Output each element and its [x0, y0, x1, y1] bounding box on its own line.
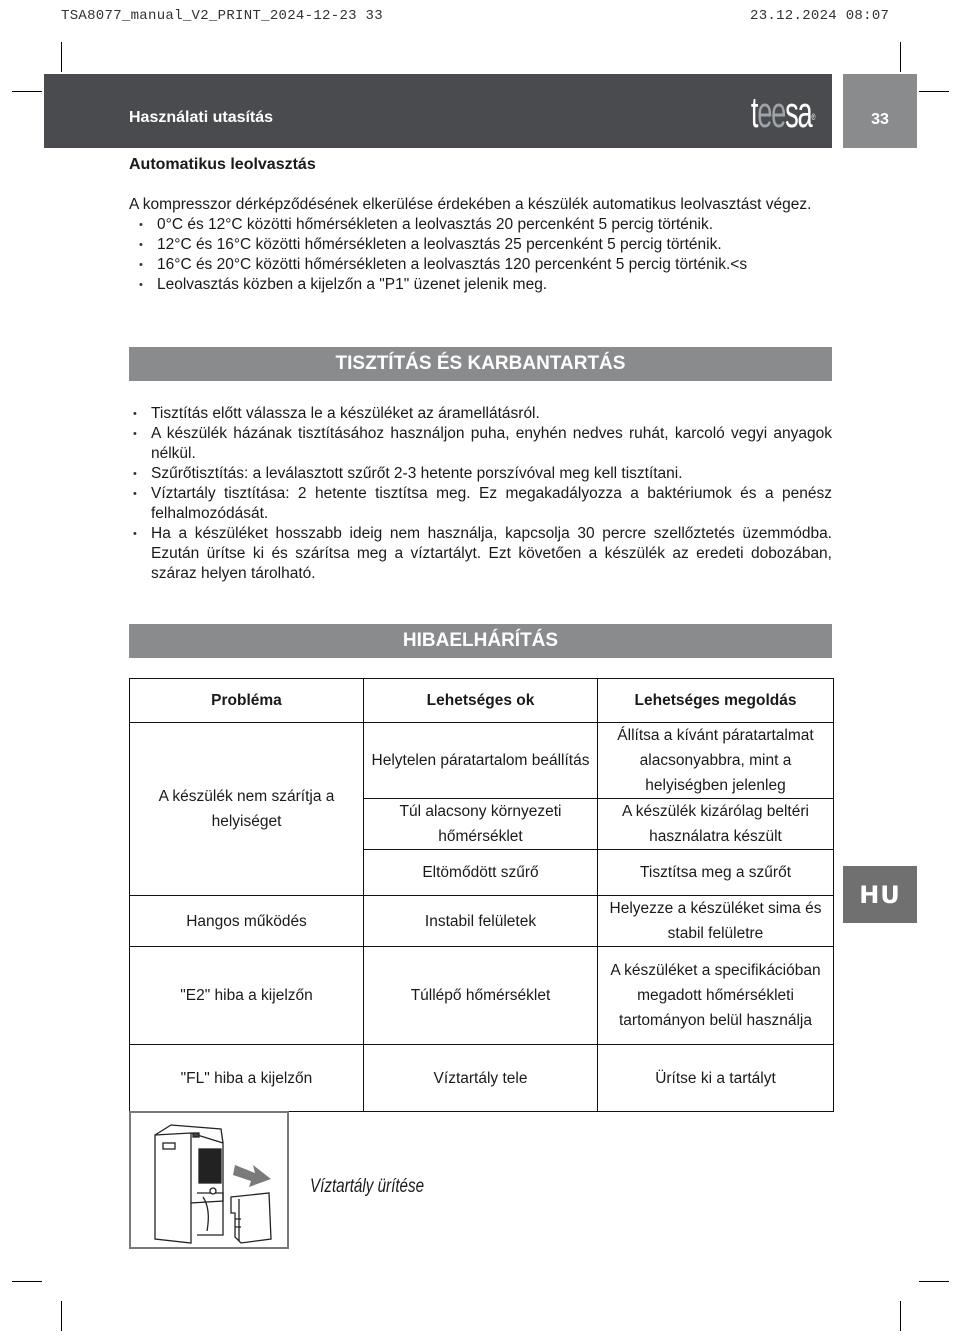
figure-caption: Víztartály ürítése	[310, 1176, 425, 1197]
table-row	[130, 1045, 834, 1112]
cell-cause: Túllépő hőmérséklet	[364, 947, 598, 1045]
language-tab: HU	[843, 866, 917, 923]
cleaning-section-title: TISZTÍTÁS ÉS KARBANTARTÁS	[129, 347, 832, 381]
print-timestamp: 23.12.2024 08:07	[750, 8, 890, 24]
list-item: • 16°C és 20°C közötti hőmérsékleten a leolvasztás 120 percenként 5 percig történik.<s	[129, 255, 832, 275]
dehumidifier-tank-icon	[131, 1113, 287, 1247]
cell-solution: Állítsa a kívánt páratartalmat alacsonyabbra, mint a helyiségben jelenleg	[598, 723, 834, 799]
column-header-problem: Probléma	[130, 679, 364, 723]
crop-mark	[919, 91, 949, 92]
cell-problem: Hangos működés	[130, 896, 364, 947]
figure-frame	[129, 1111, 289, 1249]
list-item: • Víztartály tisztítása: 2 hetente tisztítsa meg. Ez megakadályozza a baktériumok és a penész felhalmozódását.	[129, 484, 832, 524]
logo-part: sa	[784, 88, 812, 137]
column-header-solution: Lehetséges megoldás	[598, 679, 834, 723]
cell-cause: Helytelen páratartalom beállítás	[364, 723, 598, 799]
cell-solution: Helyezze a készüléket sima és stabil felületre	[598, 896, 834, 947]
crop-mark	[61, 42, 62, 72]
list-item: • Ha a készüléket hosszabb ideig nem használja, kapcsolja 30 percre szellőztetés üzemmódba. Ezután ürítse ki és szárítsa meg a víztartályt. Ezt követően a készülék az eredeti dobozában, száraz helyen tárolható.	[129, 524, 832, 584]
page-number: 33	[843, 74, 917, 148]
crop-mark	[919, 1281, 949, 1282]
logo-part: ee	[756, 88, 785, 137]
cell-solution: Ürítse ki a tartályt	[598, 1045, 834, 1112]
logo-registered-mark: ®	[811, 112, 814, 122]
cell-cause: Eltömődött szűrő	[364, 850, 598, 896]
table-row	[130, 723, 834, 799]
crop-mark	[900, 1301, 901, 1331]
cell-solution: A készülék kizárólag beltéri használatra készült	[598, 799, 834, 850]
teesa-logo	[751, 88, 814, 138]
table-header-row	[130, 679, 834, 723]
defrost-section	[129, 156, 832, 295]
list-item: • A készülék házának tisztításához használjon puha, enyhén nedves ruhát, karcoló vegyi anyagok nélkül.	[129, 424, 832, 464]
print-file-label: TSA8077_manual_V2_PRINT_2024-12-23 33	[61, 8, 383, 24]
logo-part: t	[750, 88, 757, 137]
cell-problem: A készülék nem szárítja a helyiséget	[130, 723, 364, 896]
cell-cause: Víztartály tele	[364, 1045, 598, 1112]
troubleshooting-table	[129, 678, 834, 1112]
troubleshooting-section-title: HIBAELHÁRÍTÁS	[129, 624, 832, 658]
cell-problem: "E2" hiba a kijelzőn	[130, 947, 364, 1045]
list-item: • 0°C és 12°C közötti hőmérsékleten a leolvasztás 20 percenként 5 percig történik.	[129, 215, 832, 235]
table-row	[130, 896, 834, 947]
list-item: • 12°C és 16°C közötti hőmérsékleten a leolvasztás 25 percenként 5 percig történik.	[129, 235, 832, 255]
header-title: Használati utasítás	[129, 109, 274, 126]
cell-solution: A készüléket a specifikációban megadott hőmérsékleti tartományon belül használja	[598, 947, 834, 1045]
crop-mark	[12, 91, 42, 92]
defrost-list	[129, 215, 832, 295]
cell-cause: Túl alacsony környezeti hőmérséklet	[364, 799, 598, 850]
page-header	[44, 74, 832, 148]
crop-mark	[61, 1301, 62, 1331]
cleaning-section	[129, 404, 832, 584]
cell-problem: "FL" hiba a kijelzőn	[130, 1045, 364, 1112]
list-item: • Szűrőtisztítás: a leválasztott szűrőt 2-3 hetente porszívóval meg kell tisztítani.	[129, 464, 832, 484]
crop-mark	[900, 42, 901, 72]
table-row	[130, 947, 834, 1045]
cell-solution: Tisztítsa meg a szűrőt	[598, 850, 834, 896]
defrost-intro: A kompresszor dérképződésének elkerülése érdekében a készülék automatikus leolvasztást végez.	[129, 196, 812, 213]
cleaning-list	[129, 404, 832, 584]
list-item: • Leolvasztás közben a kijelzőn a "P1" üzenet jelenik meg.	[129, 275, 832, 295]
cell-cause: Instabil felületek	[364, 896, 598, 947]
column-header-cause: Lehetséges ok	[364, 679, 598, 723]
crop-mark	[12, 1281, 42, 1282]
defrost-heading: Automatikus leolvasztás	[129, 156, 316, 173]
list-item: • Tisztítás előtt válassza le a készüléket az áramellátásról.	[129, 404, 832, 424]
